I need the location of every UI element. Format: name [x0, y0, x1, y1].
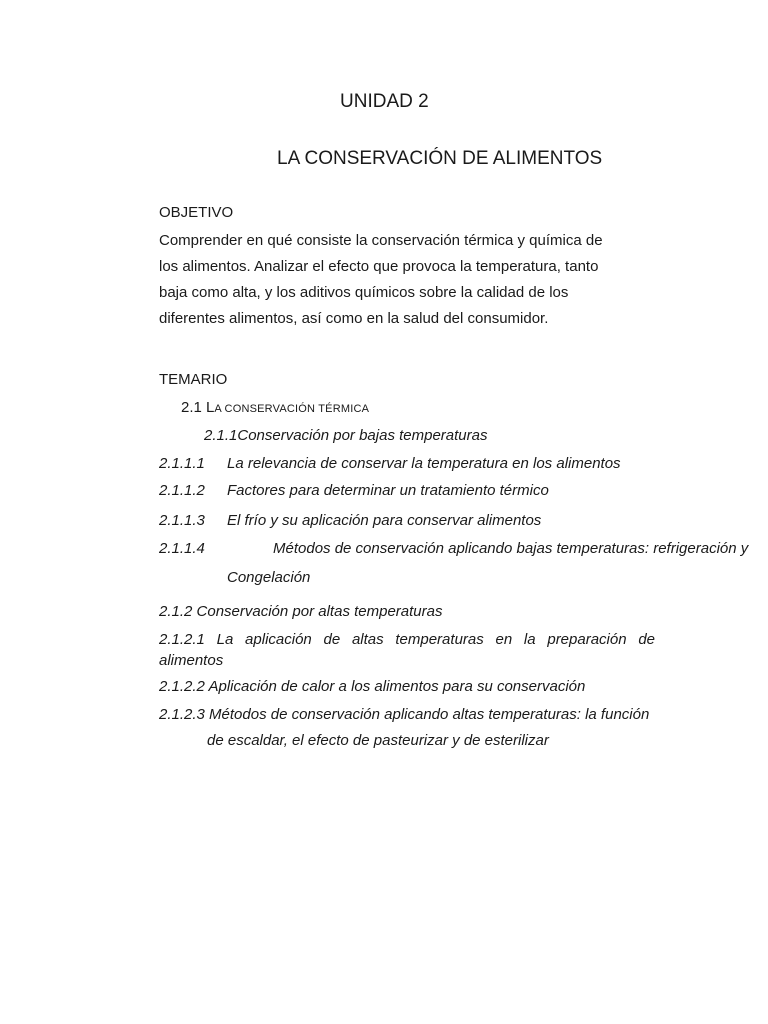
section-2-1-1-4-text: Métodos de conservación aplicando bajas temperaturas: refrigeración y [273, 540, 749, 557]
section-2-1-1-4-number: 2.1.1.4 [159, 540, 205, 557]
section-2-1-1-2-number: 2.1.1.2 [159, 482, 205, 499]
objective-line-2: los alimentos. Analizar el efecto que provoca la temperatura, tanto [159, 258, 599, 275]
objective-line-3: baja como alta, y los aditivos químicos sobre la calidad de los [159, 284, 569, 301]
unit-heading: UNIDAD 2 [340, 91, 429, 112]
section-2-1-1-3-number: 2.1.1.3 [159, 512, 205, 529]
section-2-1-2-1-line-1: 2.1.2.1 La aplicación de altas temperaturas en la preparación de [159, 631, 655, 648]
section-2-1-2: 2.1.2 Conservación por altas temperaturas [159, 603, 443, 620]
section-2-1-1-1-text: La relevancia de conservar la temperatura en los alimentos [227, 455, 621, 472]
section-2-1-1-2-text: Factores para determinar un tratamiento térmico [227, 482, 549, 499]
syllabus-heading: TEMARIO [159, 371, 228, 388]
document-title: LA CONSERVACIÓN DE ALIMENTOS [277, 148, 603, 169]
objective-line-1: Comprender en qué consiste la conservación térmica y química de [159, 232, 603, 249]
section-2-1-1: 2.1.1Conservación por bajas temperaturas [204, 427, 488, 444]
objective-line-4: diferentes alimentos, así como en la salud del consumidor. [159, 310, 549, 327]
section-2-1-1-4-continuation: Congelación [227, 569, 311, 586]
section-2-1-1-3-text: El frío y su aplicación para conservar alimentos [227, 512, 542, 529]
section-2-1-smallcaps: A CONSERVACIÓN TÉRMICA [214, 403, 370, 415]
section-2-1-2-3-line-1: 2.1.2.3 Métodos de conservación aplicando altas temperaturas: la función [159, 706, 650, 723]
section-2-1-initial: L [206, 399, 215, 416]
section-2-1-2-1-line-2: alimentos [159, 652, 224, 669]
objective-heading: OBJETIVO [159, 204, 234, 221]
section-2-1-2-3-line-2: de escaldar, el efecto de pasteurizar y de esterilizar [207, 732, 549, 749]
section-2-1-1-1-number: 2.1.1.1 [159, 455, 205, 472]
section-2-1-number: 2.1 [181, 399, 207, 416]
section-2-1-2-2: 2.1.2.2 Aplicación de calor a los alimentos para su conservación [159, 678, 586, 695]
section-2-1 [181, 400, 369, 415]
